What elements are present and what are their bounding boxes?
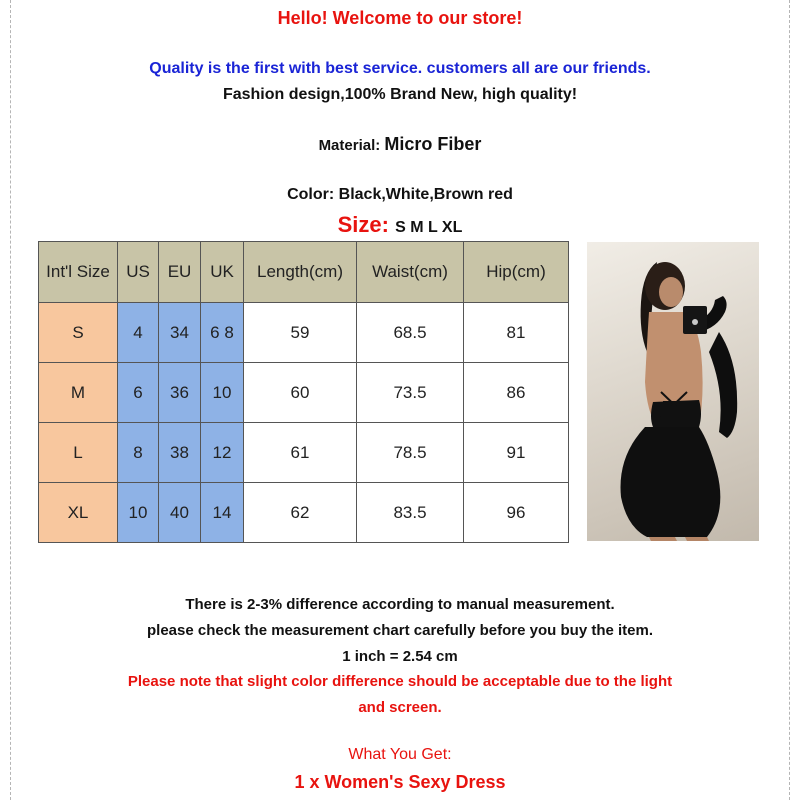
cell-uk: 6 8: [201, 303, 244, 363]
color-line: Color: Black,White,Brown red: [287, 186, 513, 203]
cell-uk: 14: [201, 483, 244, 543]
model-silhouette: [587, 242, 759, 541]
check-chart-note: please check the measurement chart carefully before you buy the item.: [146, 622, 653, 639]
cell-intl-size: L: [39, 423, 118, 483]
welcome-heading: Hello! Welcome to our store!: [277, 8, 523, 28]
material-line: [0, 134, 800, 155]
size-label: Size:: [337, 212, 396, 237]
cell-waist: 83.5: [357, 483, 464, 543]
package-item: 1 x Women's Sexy Dress: [294, 772, 506, 792]
header-us: US: [118, 242, 159, 303]
table-row: [39, 423, 569, 483]
header-waist: Waist(cm): [357, 242, 464, 303]
header-intl-size: Int'l Size: [39, 242, 118, 303]
cell-uk: 12: [201, 423, 244, 483]
what-you-get-heading: What You Get:: [348, 746, 452, 763]
table-row: [39, 303, 569, 363]
cell-length: 60: [244, 363, 357, 423]
color-difference-note: Please note that slight color difference should be acceptable due to the light: [127, 673, 673, 690]
material-value: Micro Fiber: [384, 134, 482, 154]
table-header-row: [39, 242, 569, 303]
header-length: Length(cm): [244, 242, 357, 303]
inch-conversion-note: 1 inch = 2.54 cm: [342, 648, 458, 665]
header-eu: EU: [159, 242, 201, 303]
header-hip: Hip(cm): [464, 242, 569, 303]
cell-us: 10: [118, 483, 159, 543]
cell-eu: 34: [159, 303, 201, 363]
cell-eu: 36: [159, 363, 201, 423]
cell-us: 6: [118, 363, 159, 423]
cell-intl-size: S: [39, 303, 118, 363]
cell-length: 62: [244, 483, 357, 543]
cell-hip: 86: [464, 363, 569, 423]
cell-waist: 68.5: [357, 303, 464, 363]
cell-waist: 78.5: [357, 423, 464, 483]
size-values: S M L XL: [395, 219, 463, 236]
color-difference-note-cont: and screen.: [358, 699, 442, 716]
table-row: [39, 483, 569, 543]
cell-us: 4: [118, 303, 159, 363]
header-uk: UK: [201, 242, 244, 303]
cell-hip: 96: [464, 483, 569, 543]
material-label: Material:: [318, 137, 385, 154]
fashion-statement: Fashion design,100% Brand New, high quality!: [222, 86, 578, 103]
quality-statement: Quality is the first with best service. customers all are our friends.: [149, 60, 651, 77]
table-row: [39, 363, 569, 423]
cell-eu: 40: [159, 483, 201, 543]
size-line: [0, 212, 800, 238]
cell-waist: 73.5: [357, 363, 464, 423]
cell-length: 59: [244, 303, 357, 363]
cell-intl-size: M: [39, 363, 118, 423]
size-chart-table: [38, 241, 569, 543]
measurement-note: There is 2-3% difference according to manual measurement.: [185, 596, 615, 613]
cell-hip: 81: [464, 303, 569, 363]
cell-uk: 10: [201, 363, 244, 423]
cell-intl-size: XL: [39, 483, 118, 543]
cell-hip: 91: [464, 423, 569, 483]
cell-length: 61: [244, 423, 357, 483]
cell-eu: 38: [159, 423, 201, 483]
cell-us: 8: [118, 423, 159, 483]
model-photo: [587, 242, 759, 541]
